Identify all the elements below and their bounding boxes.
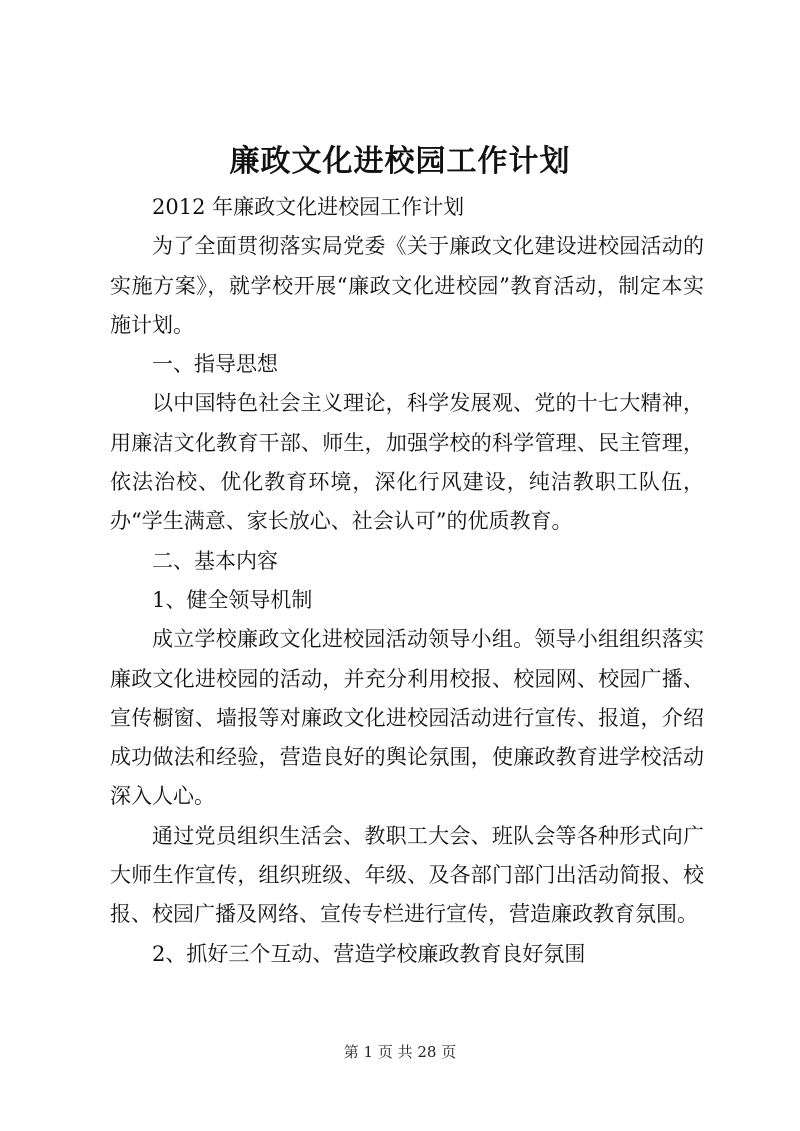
- subheading-three-interactions: 2、抓好三个互动、营造学校廉政教育良好氛围: [152, 941, 586, 966]
- document-title: 廉政文化进校园工作计划: [229, 144, 571, 179]
- intro-paragraph: 为了全面贯彻落实局党委《关于廉政文化建设进校园活动的实施方案》，就学校开展“廉政文化进校园”教育活动，制定本实施计划。: [110, 234, 704, 337]
- subheading-leadership: 1、健全领导机制: [152, 587, 313, 612]
- publicity-paragraph: 通过党员组织生活会、教职工大会、班队会等各种形式向广大师生作宣传，组织班级、年级、及各部门部门出活动简报、校报、校园广播及网络、宣传专栏进行宣传，营造廉政教育氛围。: [110, 823, 704, 927]
- section-heading-basic-content: 二、基本内容: [152, 548, 278, 573]
- subtitle-paragraph: 2012 年廉政文化进校园工作计划: [152, 195, 465, 219]
- guiding-thought-paragraph: 以中国特色社会主义理论，科学发展观、党的十七大精神，用廉洁文化教育干部、师生，加强学校的科学管理、民主管理，依法治校、优化教育环境，深化行风建设，纯洁教职工队伍，办“学生满意、家长放心、社会认可”的优质教育。: [110, 391, 704, 534]
- leadership-paragraph: 成立学校廉政文化进校园活动领导小组。领导小组组织落实廉政文化进校园的活动，并充分利用校报、校园网、校园广播、宣传橱窗、墙报等对廉政文化进校园活动进行宣传、报道，介绍成功做法和经验，营造良好的舆论氛围，使廉政教育进学校活动深入人心。: [110, 627, 704, 809]
- page-number-footer: 第 1 页 共 28 页: [343, 1043, 457, 1061]
- document-body: [110, 188, 704, 974]
- section-heading-guiding-thought: 一、指导思想: [152, 352, 278, 377]
